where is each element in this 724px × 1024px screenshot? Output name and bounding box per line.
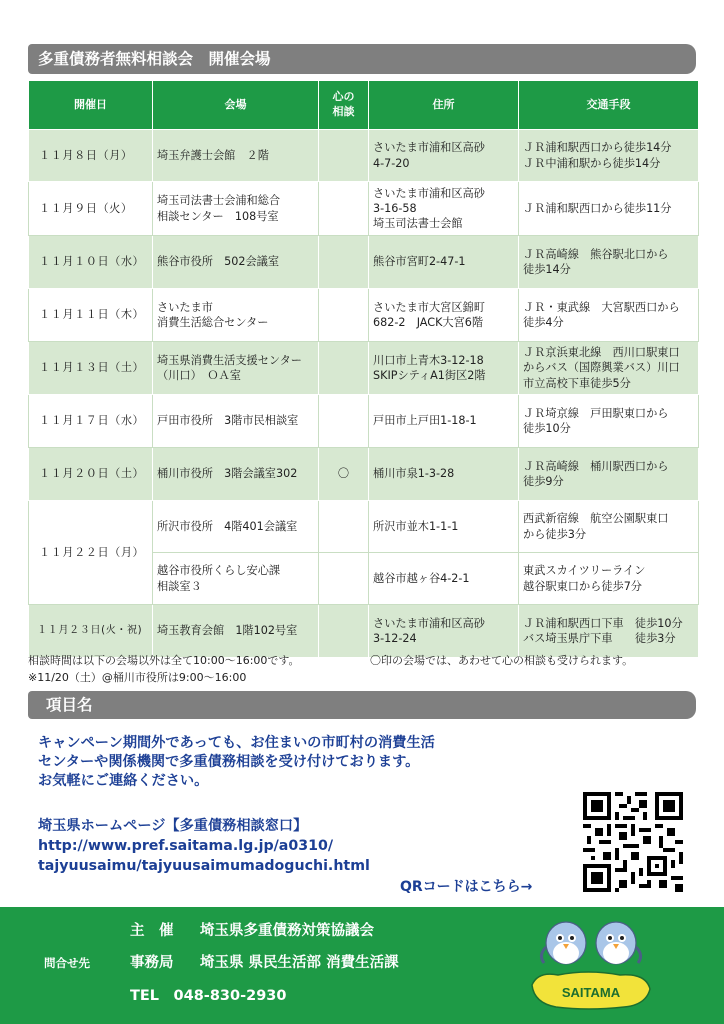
cell-transport: ＪＲ高崎線 桶川駅西口から 徒歩9分: [519, 448, 699, 501]
cell-address: さいたま市浦和区高砂 3-12-24: [369, 605, 519, 658]
cell-transport: ＪＲ埼京線 戸田駅東口から 徒歩10分: [519, 395, 699, 448]
campaign-message: キャンペーン期間外であっても、お住まいの市町村の消費生活 センターや関係機関で多重債務相談を受け付けております。 お気軽にご連絡ください。: [38, 735, 435, 789]
cell-kokoro-mark: 〇: [319, 448, 369, 501]
table-row: [29, 236, 699, 289]
section-header-venues: [28, 44, 696, 74]
cell-address: 川口市上青木3-12-18 SKIPシティA1街区2階: [369, 342, 519, 395]
cell-venue: 埼玉県消費生活支援センター （川口） ＯＡ室: [153, 342, 319, 395]
cell-transport: ＪＲ・東武線 大宮駅西口から 徒歩4分: [519, 289, 699, 342]
table-row: [29, 605, 699, 658]
cell-date: １１月１３日（土）: [29, 342, 153, 395]
cell-transport: 東武スカイツリーライン 越谷駅東口から徒歩7分: [519, 553, 699, 605]
cell-venue: 桶川市役所 3階会議室302: [153, 448, 319, 501]
cell-kokoro: [319, 501, 369, 553]
header-transport: 交通手段: [519, 81, 699, 130]
cell-kokoro: [319, 236, 369, 289]
cell-transport: ＪＲ京浜東北線 西川口駅東口 からバス（国際興業バス）川口 市立高校下車徒歩5分: [519, 342, 699, 395]
cell-date: １１月９日（火）: [29, 182, 153, 236]
section-header-item: [28, 691, 696, 719]
cell-transport: ＪＲ浦和駅西口から徒歩11分: [519, 182, 699, 236]
mascot-illustration: [528, 913, 654, 1013]
cell-address: 越谷市越ヶ谷4-2-1: [369, 553, 519, 605]
cell-date: １１月１７日（水）: [29, 395, 153, 448]
table-row: [29, 395, 699, 448]
cell-date: １１月１０日（水）: [29, 236, 153, 289]
sponsor-label: 主 催: [130, 923, 174, 939]
header-address: 住所: [369, 81, 519, 130]
table-row: [29, 289, 699, 342]
cell-transport: ＪＲ浦和駅西口下車 徒歩10分 バス埼玉県庁下車 徒歩3分: [519, 605, 699, 658]
section-title: 多重債務者無料相談会 開催会場: [38, 50, 271, 68]
header-kokoro: 心の 相談: [319, 81, 369, 130]
cell-kokoro: [319, 182, 369, 236]
cell-address: さいたま市大宮区錦町 682-2 JACK大宮6階: [369, 289, 519, 342]
cell-address: 戸田市上戸田1-18-1: [369, 395, 519, 448]
table-row: [29, 501, 699, 553]
homepage-info: [38, 816, 370, 876]
cell-kokoro: [319, 130, 369, 182]
cell-transport: 西武新宿線 航空公園駅東口 から徒歩3分: [519, 501, 699, 553]
cell-kokoro: [319, 289, 369, 342]
cell-venue: 所沢市役所 4階401会議室: [153, 501, 319, 553]
mascot-text: SAITAMA: [561, 985, 621, 1000]
table-row: [29, 182, 699, 236]
note-kokoro: 〇印の会場では、あわせて心の相談も受けられます。: [370, 654, 634, 667]
table-header-row: [29, 81, 699, 130]
office-name: 埼玉県 県民生活部 消費生活課: [200, 955, 399, 971]
contact-label: 問合せ先: [44, 956, 90, 970]
cell-venue: さいたま市 消費生活総合センター: [153, 289, 319, 342]
header-venue: 会場: [153, 81, 319, 130]
cell-date: １１月２２日（月）: [29, 501, 153, 605]
sponsor-name: 埼玉県多重債務対策協議会: [200, 923, 374, 939]
cell-kokoro: [319, 342, 369, 395]
venue-table: [28, 80, 699, 658]
cell-address: さいたま市浦和区高砂 4-7-20: [369, 130, 519, 182]
qr-code[interactable]: [583, 792, 683, 892]
cell-venue: 熊谷市役所 502会議室: [153, 236, 319, 289]
cell-venue: 戸田市役所 3階市民相談室: [153, 395, 319, 448]
cell-address: さいたま市浦和区高砂 3-16-58 埼玉司法書士会館: [369, 182, 519, 236]
cell-venue: 埼玉司法書士会浦和総合 相談センター 108号室: [153, 182, 319, 236]
cell-address: 所沢市並木1-1-1: [369, 501, 519, 553]
homepage-url-line1[interactable]: http://www.pref.saitama.lg.jp/a0310/: [38, 838, 334, 854]
cell-transport: ＪＲ高崎線 熊谷駅北口から 徒歩14分: [519, 236, 699, 289]
note-hours: 相談時間は以下の会場以外は全て10:00～16:00です。: [28, 654, 300, 667]
cell-date: １１月８日（月）: [29, 130, 153, 182]
table-row: [29, 448, 699, 501]
office-label: 事務局: [130, 955, 174, 971]
section-title: 項目名: [46, 696, 93, 714]
cell-address: 熊谷市宮町2-47-1: [369, 236, 519, 289]
tel-row: TEL 048-830-2930: [130, 988, 287, 1004]
cell-kokoro: [319, 395, 369, 448]
table-row: [29, 342, 699, 395]
sponsor-row: [130, 919, 374, 940]
cell-date: １１月２３日(火・祝): [29, 605, 153, 658]
homepage-url-line2[interactable]: tajyuusaimu/tajyuusaimumadoguchi.html: [38, 858, 370, 874]
cell-transport: ＪＲ浦和駅西口から徒歩14分 ＪＲ中浦和駅から徒歩14分: [519, 130, 699, 182]
table-row: [29, 130, 699, 182]
cell-address: 桶川市泉1-3-28: [369, 448, 519, 501]
header-date: 開催日: [29, 81, 153, 130]
note-okegawa: ※11/20（土）@桶川市役所は9:00～16:00: [28, 671, 247, 684]
cell-venue: 越谷市役所くらし安心課 相談室３: [153, 553, 319, 605]
cell-date: １１月１１日（木）: [29, 289, 153, 342]
cell-kokoro: [319, 553, 369, 605]
homepage-title: 埼玉県ホームページ【多重債務相談窓口】: [38, 818, 308, 834]
contact-footer: [0, 907, 724, 1024]
cell-kokoro: [319, 605, 369, 658]
qr-label: QRコードはこちら→: [400, 879, 533, 895]
cell-venue: 埼玉弁護士会館 ２階: [153, 130, 319, 182]
cell-date: １１月２０日（土）: [29, 448, 153, 501]
cell-venue: 埼玉教育会館 1階102号室: [153, 605, 319, 658]
office-row: [130, 951, 399, 972]
